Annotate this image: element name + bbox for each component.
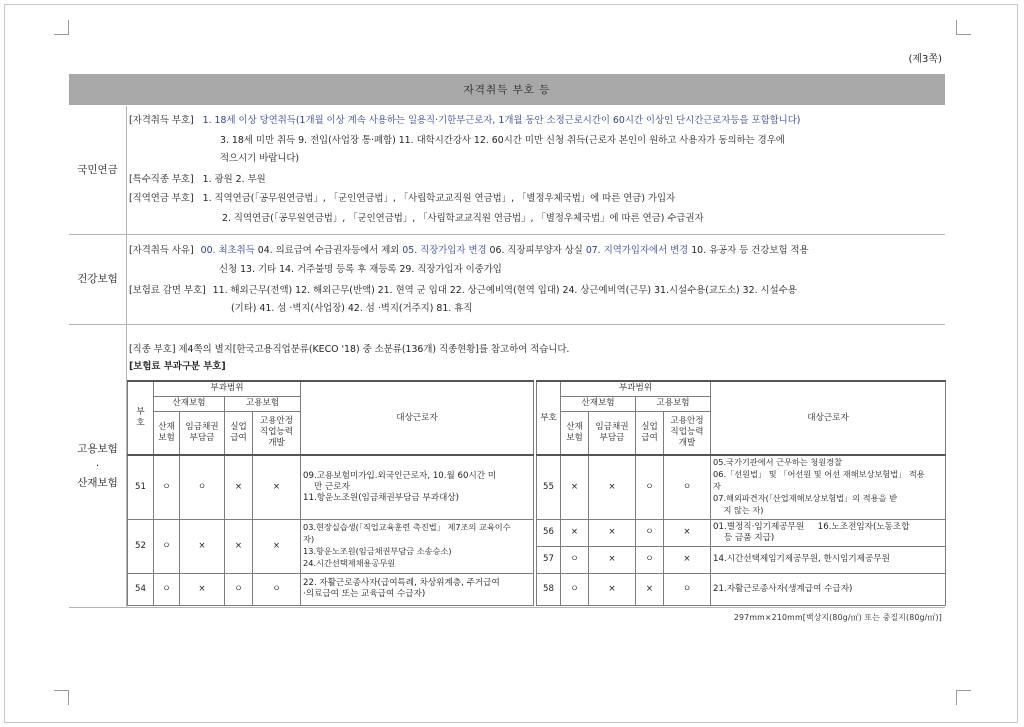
left-header-ind-ins-text: 산재 보험 (158, 421, 175, 443)
right-row58-c: × (636, 573, 664, 605)
left-header-target: 대상근로자 (301, 381, 534, 455)
left-header-industrial: 산재보험 (154, 396, 225, 411)
health-red-tag: [보험료 감면 부호] (129, 285, 206, 296)
left-header-employment: 고용보험 (225, 396, 301, 411)
pension-job-line2: 2. 직역연금(「공무원연금법」, 「군인연금법」, 「사립학교교직원 연금법」, 「별정우체국법」에 따른 연금) 수급권자 (222, 213, 704, 224)
left-header-wage (180, 411, 225, 455)
left-row51-c: × (225, 455, 253, 519)
crop-mark-bottom-left (54, 690, 69, 705)
pension-special-text: 1. 광원 2. 부원 (202, 174, 266, 185)
table-row (537, 519, 946, 546)
right-header-code: 부호 (537, 381, 561, 455)
health-red-row1 (129, 284, 797, 297)
health-acq-row1 (129, 244, 809, 257)
employment-label-2: · (95, 459, 100, 472)
table-row (537, 573, 946, 605)
right-row55-a: × (561, 455, 589, 519)
employment-label-1: 고용보험 (77, 442, 118, 455)
right-row56-code: 56 (537, 519, 561, 546)
right-row58-b: × (589, 573, 636, 605)
left-row51-b: ㅇ (180, 455, 225, 519)
paper-spec-footer: 297mm×210mm[백상지(80g/㎡) 또는 중질지(80g/㎡)] (733, 613, 942, 622)
pension-job-line1: 1. 직역연금(「공무원연금법」, 「군인연금법」, 「사립학교교직원 연금법」, 「별정우체국법」에 따른 연금) 가입자 (202, 193, 676, 204)
right-header-industrial: 산재보험 (561, 396, 636, 411)
health-acq-tag: [자격취득 사유] (129, 245, 194, 256)
right-row56-desc-text: 01.별정직·임기제공무원 16.노조전임자(노동조합 등 금품 지급) (713, 521, 910, 543)
pension-acq-row1 (129, 114, 800, 127)
right-row57-a: ㅇ (561, 546, 589, 573)
health-body (127, 235, 945, 324)
left-row54-b: × (180, 573, 225, 605)
pension-acq-line3: 적으시기 바랍니다) (220, 153, 300, 164)
form-title-bar (69, 74, 945, 105)
left-row51-d: × (253, 455, 301, 519)
health-red-line2: (기타) 41. 섬 ·벽지(사업장) 42. 섬 ·벽지(거주지) 81. 휴직 (231, 303, 473, 314)
right-row58-a: ㅇ (561, 573, 589, 605)
left-row52-c: × (225, 519, 253, 573)
right-row55-d: ㅇ (664, 455, 711, 519)
left-row52-a: ㅇ (154, 519, 180, 573)
right-row57-c: ㅇ (636, 546, 664, 573)
form-title: 자격취득 부호 등 (463, 84, 551, 96)
health-acq-change-workplace: 05. 직장가입자 변경 (402, 245, 487, 256)
right-row55-desc (711, 455, 946, 519)
left-row54-d: ㅇ (253, 573, 301, 605)
left-header-stab-text: 고용안정 직업능력 개발 (259, 416, 294, 449)
left-row52-desc (301, 519, 534, 573)
right-row57-code: 57 (537, 546, 561, 573)
left-header-scope: 부과범위 (154, 381, 301, 396)
right-row57-desc: 14.시간선택제임기제공무원, 한시임기제공무원 (711, 546, 946, 573)
levy-table-left (127, 380, 534, 606)
table-row (128, 455, 534, 519)
left-row51-desc-text: 09.고용보험미가입.외국인근로자, 10.월 60시간 미 만 근로자 11.항운노조원(임금채권부담금 부과대상) (303, 470, 497, 503)
left-header-unemp-text: 실업 급여 (230, 421, 247, 443)
right-header-unemp (636, 411, 664, 455)
health-section (69, 235, 945, 325)
right-row55-b: × (589, 455, 636, 519)
left-row52-code: 52 (128, 519, 154, 573)
health-acq-text1: 04. 의료급여 수급권자등에서 제외 (254, 245, 403, 256)
right-header-stab-text: 고용안정 직업능력 개발 (670, 416, 704, 449)
right-row56-d: × (664, 519, 711, 546)
left-header-code (128, 381, 154, 455)
left-row52-desc-text: 03.현장실습생(「직업교육훈련 촉진법」 제7조의 교육이수 자) 13.항운노조원(임금채권부담금 소송승소) 24.시간선택제채용공무원 (303, 522, 511, 568)
left-row51-desc (301, 455, 534, 519)
pension-body (127, 106, 945, 234)
job-code-line: [직종 부호] 제4쪽의 별지[한국고용직업분류(KECO '18) 중 소분류(136개) 직종현황]를 참고하여 적습니다. (129, 344, 570, 355)
employment-label (69, 325, 127, 607)
pension-special-row (129, 173, 266, 186)
health-acq-line2: 신청 13. 기타 14. 거주불명 등록 후 재등록 29. 직장가입자 이중가입 (219, 264, 502, 275)
health-label: 건강보험 (69, 235, 127, 324)
right-header-ind-ins-text: 산재 보험 (566, 421, 583, 443)
right-header-stab (664, 411, 711, 455)
right-row58-d: ㅇ (664, 573, 711, 605)
left-header-wage-text: 임금채권 부담금 (185, 421, 219, 443)
health-acq-text3: 10. 유공자 등 건강보험 적용 (688, 245, 809, 256)
pension-section (69, 106, 945, 235)
left-row54-code: 54 (128, 573, 154, 605)
pension-label: 국민연금 (69, 106, 127, 234)
left-header-unemp (225, 411, 253, 455)
table-row (537, 546, 946, 573)
left-row54-desc (301, 573, 534, 605)
table-row (128, 573, 534, 605)
right-row55-code: 55 (537, 455, 561, 519)
table-row (537, 455, 946, 519)
pension-acq-tag: [자격취득 부호] (129, 115, 194, 126)
levy-title: [보험료 부과구분 부호] (129, 361, 226, 372)
right-header-scope: 부과범위 (561, 381, 711, 396)
left-row54-desc-text: 22. 자활근로종사자(급여특례, 차상위계층, 주거급여 ·의료급여 또는 교육급여 수급자) (303, 578, 500, 599)
crop-mark-top-right (956, 20, 971, 35)
pension-job-tag: [직역연금 부호] (129, 193, 194, 204)
table-row (128, 519, 534, 573)
pension-job-row1 (129, 192, 675, 205)
right-row58-desc: 21.자활근로종사자(생계급여 수급자) (711, 573, 946, 605)
right-row55-c: ㅇ (636, 455, 664, 519)
right-row56-c: ㅇ (636, 519, 664, 546)
pension-acq-line1: 1. 18세 이상 당연취득(1개월 이상 계속 사용하는 일용직·기한부근로자, 1개월 동안 소정근로시간이 60시간 이상인 단시간근로자등을 포함합니다) (202, 115, 801, 126)
right-header-target: 대상근로자 (711, 381, 946, 455)
right-header-wage (589, 411, 636, 455)
left-row52-d: × (253, 519, 301, 573)
health-acq-text2: 06. 직장피부양자 상실 (486, 245, 586, 256)
left-header-ind-ins (154, 411, 180, 455)
right-header-employment: 고용보험 (636, 396, 711, 411)
crop-mark-bottom-right (956, 690, 971, 705)
left-row54-a: ㅇ (154, 573, 180, 605)
left-row52-b: × (180, 519, 225, 573)
right-row58-code: 58 (537, 573, 561, 605)
crop-mark-top-left (54, 20, 69, 35)
right-header-ind-ins (561, 411, 589, 455)
right-header-unemp-text: 실업 급여 (641, 421, 658, 443)
right-row55-desc-text: 05.국가기관에서 근무하는 청원경찰 06.「선원법」 및 「어선원 및 어선 재해보상보험법」 적용 자 07.해외파견자(「산업재해보상보험법」의 적용을 받 지 않는 자) (713, 457, 925, 516)
health-acq-change-regional: 07. 지역가입자에서 변경 (585, 245, 689, 256)
left-row54-c: ㅇ (225, 573, 253, 605)
health-acq-first: 00. 최초취득 (200, 245, 255, 256)
right-row57-d: × (664, 546, 711, 573)
page-number: (제3쪽) (908, 54, 942, 65)
right-row57-b: × (589, 546, 636, 573)
levy-table-right (536, 380, 946, 606)
right-row56-a: × (561, 519, 589, 546)
left-header-code-text: 부 호 (136, 407, 145, 428)
right-row56-b: × (589, 519, 636, 546)
left-header-stab (253, 411, 301, 455)
employment-label-3: 산재보험 (77, 476, 118, 489)
health-red-line1: 11. 해외근무(전액) 12. 해외근무(반액) 21. 현역 군 입대 22. 상근예비역(현역 입대) 24. 상근예비역(근무) 31.시설수용(교도소) 32. 시설수용 (212, 285, 797, 296)
pension-special-tag: [특수직종 부호] (129, 174, 194, 185)
right-row56-desc (711, 519, 946, 546)
left-row51-a: ㅇ (154, 455, 180, 519)
left-row51-code: 51 (128, 455, 154, 519)
pension-acq-line2: 3. 18세 미만 취득 9. 전입(사업장 통·폐합) 11. 대학시간강사 12. 60시간 미만 신청 취득(근로자 본인이 원하고 사용자가 동의하는 경우에 (220, 135, 785, 146)
right-header-wage-text: 임금채권 부담금 (595, 421, 629, 443)
